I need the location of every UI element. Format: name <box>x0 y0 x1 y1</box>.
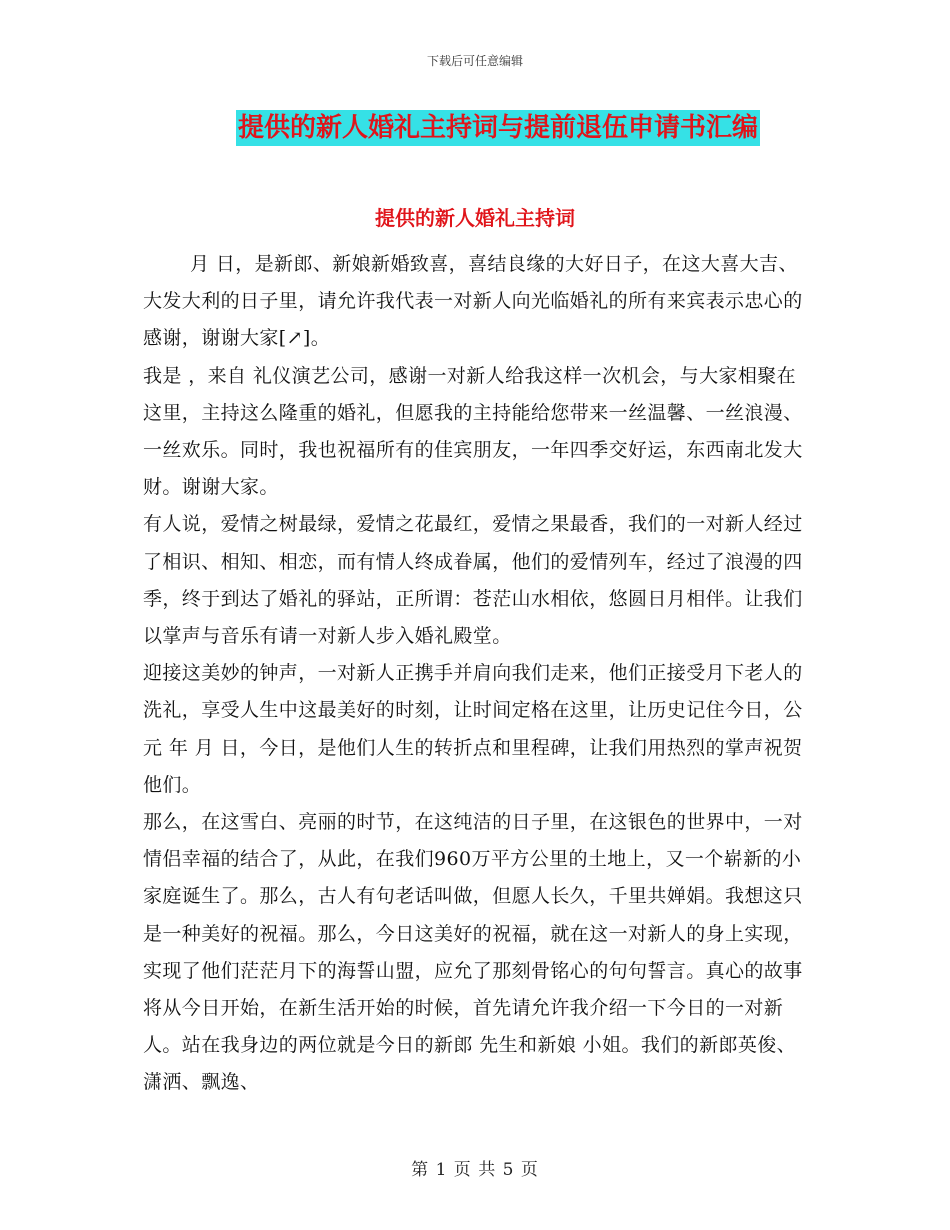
main-title: 提供的新人婚礼主持词与提前退伍申请书汇编 <box>236 110 760 146</box>
paragraph: 月 日，是新郎、新娘新婚致喜，喜结良缘的大好日子，在这大喜大吉、大发大利的日子里，请允许我代表一对新人向光临婚礼的所有来宾表示忠心的感谢，谢谢大家[↗]。 <box>143 253 803 350</box>
document-body <box>143 246 813 1102</box>
paragraph: 我是 ，来自 礼仪演艺公司，感谢一对新人给我这样一次机会，与大家相聚在这里，主持这么隆重的婚礼，但愿我的主持能给您带来一丝温馨、一丝浪漫、一丝欢乐。同时，我也祝福所有的佳宾朋友，一年四季交好运，东西南北发大财。谢谢大家。 <box>143 364 803 499</box>
section-title: 提供的新人婚礼主持词 <box>375 206 575 230</box>
paragraph: 迎接这美妙的钟声，一对新人正携手并肩向我们走来，他们正接受月下老人的洗礼，享受人生中这最美好的时刻，让时间定格在这里，让历史记住今日，公元 年 月 日，今日，是他们人生的转折点和里程碑，让我们用热烈的掌声祝贺他们。 <box>143 662 803 796</box>
page-header: 下载后可任意编辑 <box>426 54 523 68</box>
main-title-container <box>0 110 950 146</box>
paragraph: 有人说，爱情之树最绿，爱情之花最红，爱情之果最香，我们的一对新人经过了相识、相知、相恋，而有情人终成眷属，他们的爱情列车，经过了浪漫的四季，终于到达了婚礼的驿站，正所谓：苍茫山水相依，悠圆日月相伴。让我们以掌声与音乐有请一对新人步入婚礼殿堂。 <box>143 513 803 648</box>
paragraph: 那么，在这雪白、亮丽的时节，在这纯洁的日子里，在这银色的世界中，一对情侣幸福的结合了，从此，在我们960万平方公里的土地上，又一个崭新的小家庭诞生了。那么，古人有句老话叫做，但愿人长久，千里共婵娟。我想这只是一种美好的祝福。那么，今日这美好的祝福，就在这一对新人的身上实现，实现了他们茫茫月下的海誓山盟，应允了那刻骨铭心的句句誓言。真心的故事将从今日开始，在新生活开始的时候，首先请允许我介绍一下今日的一对新人。站在我身边的两位就是今日的新郎 先生和新娘 小姐。我们的新郎英俊、潇洒、飘逸、 <box>143 811 803 1094</box>
page-footer: 第 1 页 共 5 页 <box>411 1160 539 1180</box>
